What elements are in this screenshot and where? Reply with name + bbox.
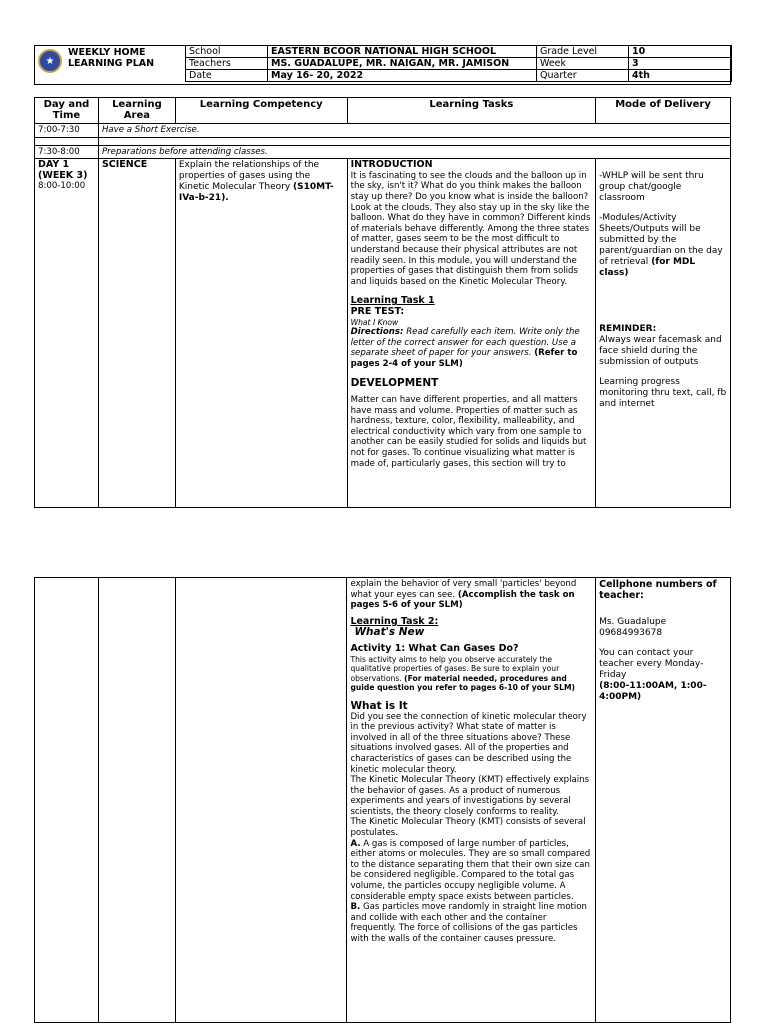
header-block [34,45,731,85]
seal-icon: ★ [38,49,62,73]
learning-area-cell: SCIENCE [98,159,175,508]
directions-label: Directions: [350,327,404,338]
week-value: 3 [629,58,732,70]
activity-text [350,655,592,693]
col-day-time: Day and Time [35,98,99,124]
teachers-label: Teachers [186,58,268,70]
tasks-cell-page2 [347,578,596,1023]
postulate-a [350,839,592,903]
competency-cell-cont [175,578,347,1023]
pretest-title: PRE TEST: [350,305,405,317]
competency-text: Explain the relationships of the properties of gases using the Kinetic Molecular Theory [178,160,320,193]
day-label: DAY 1 [38,159,70,171]
teachers-value: MS. GUADALUPE, MR. NAIGAN, MR. JAMISON [268,58,537,70]
activity-text-bold: (For material needed, procedures and guide question you refer to pages 6-10 of your SLM) [350,673,575,693]
postulate-b-text: Gas particles move randomly in straight line motion and collide with each other and the container frequently. The force of collisions of the gas particles with the walls of the container causes pressure. [350,902,587,944]
school-value: EASTERN BCOOR NATIONAL HIGH SCHOOL [268,46,537,58]
contact-text: You can contact your teacher every Monday-Friday [599,648,704,680]
plan-title-line1: WEEKLY HOME [68,47,146,58]
day-cell-cont [35,578,99,1023]
row1-activity: Have a Short Exercise. [98,124,730,138]
activity-text-plain: This activity aims to help you observe accurately the qualitative properties of gases. Be sure to explain your observations. [350,654,560,683]
delivery-item2 [599,213,727,279]
kmt-text: The Kinetic Molecular Theory (KMT) effectively explains the behavior of gases. As a product of numerous experiments and years of investigations by several scientists, the theory closely conforms to reality. [350,775,590,817]
teacher-name: Ms. Guadalupe [599,617,667,627]
whats-new-title: What's New [354,626,425,639]
plan-table-page1 [34,97,731,508]
learning-task-1-title: Learning Task 1 [350,295,435,307]
directions [351,327,593,369]
day-cell [35,159,99,508]
week-label-cell: (WEEK 3) [38,169,88,181]
cont-text-plain: explain the behavior of very small 'particles' beyond what your eyes can see. [350,579,577,600]
tasks-cell-page1 [347,159,596,508]
quarter-label: Quarter [537,70,629,82]
kmt-postulates-intro: The Kinetic Molecular Theory (KMT) consists of several postulates. [350,817,586,839]
delivery-item1: -WHLP will be sent thru group chat/google classroom [599,171,704,204]
area-cell-cont [98,578,175,1023]
plan-title [68,47,154,69]
time-label: 8:00-10:00 [38,181,86,192]
col-learning-tasks: Learning Tasks [347,98,596,124]
development-title: DEVELOPMENT [350,377,439,390]
what-i-know: What I Know [350,317,399,327]
col-learning-competency: Learning Competency [175,98,347,124]
row2-activity: Preparations before attending classes. [98,145,730,159]
grade-value: 10 [629,46,732,58]
learning-task-2-title: Learning Task 2: [350,615,439,627]
delivery-cell-page1 [596,159,731,508]
intro-text: It is fascinating to see the clouds and the balloon up in the sky, isn't it? What do you think makes the balloon stay up there? Do you know what is inside the balloon? Look at the clouds. They also stay up in the sky like the balloon. What do they have in common? Different kinds of materials behave differently. Among the three states of matter, gases seem to be the most difficult to understand because their physical attributes are not readily seen. In this module, you will understand the properties of gases that distinguish them from solids and liquids based on the Kinetic Molecular Theory. [350,170,591,287]
monitoring-text: Learning progress monitoring thru text, call, fb and internet [599,377,727,410]
teacher-phone: 09684993678 [599,628,663,638]
date-label: Date [186,70,268,82]
cont-text-bold: (Accomplish the task on pages 5-6 of your SLM) [350,589,575,611]
delivery-item2-bold: (for MDL class) [599,257,696,279]
cont-text [350,579,592,611]
competency-cell [175,159,347,508]
school-label: School [186,46,268,58]
reminder-title: REMINDER: [599,324,657,335]
cellphone-title: Cellphone numbers of teacher: [599,579,717,601]
row1-time: 7:00-7:30 [35,124,99,138]
plan-table-page2 [34,577,731,1023]
delivery-item2-text: -Modules/Activity Sheets/Outputs will be submitted by the parent/guardian on the day of retrieval [599,213,723,268]
date-value: May 16- 20, 2022 [268,70,537,82]
col-mode-of-delivery: Mode of Delivery [596,98,731,124]
delivery-cell-page2 [596,578,731,1023]
development-text: Matter can have different properties, and all matters have mass and volume. Properties of matter such as hardness, texture, color, flexibility, malleability, and electrical conductivity which vary from one sample to another can be easily studied for solids and liquids but not for gases. To continue visualizing what matter is made of, particularly gases, this section will try to [350,395,587,469]
intro-title: INTRODUCTION [350,159,433,171]
deped-logo [38,49,62,73]
what-is-it-text: Did you see the connection of kinetic molecular theory in the previous activity? What state of matter is involved in all of the three situations above? These situations involved gases. All of the properties and characteristics of gases can be described using the kinetic molecular theory. [350,711,587,775]
postulate-a-label: A. [350,838,361,849]
postulate-a-text: A gas is composed of large number of particles, either atoms or molecules. They are so small compared to the distance separating them that their own size can be considered negligible. Compared to the total gas volume, the particles occupy negligible volume. A considerable empty space exists between particles. [350,838,591,902]
activity-title: Activity 1: What Can Gases Do? [350,642,519,654]
competency-code: (S10MT-IVa-b-21). [178,182,334,204]
postulate-b-label: B. [350,902,361,913]
contact-hours: (8:00-11:00AM, 1:00-4:00PM) [599,681,707,702]
col-learning-area: Learning Area [98,98,175,124]
what-is-it-title: What is It [350,699,408,712]
reminder-text: Always wear facemask and face shield during the submission of outputs [599,335,722,368]
row2-time: 7:30-8:00 [35,145,99,159]
week-label: Week [537,58,629,70]
postulate-b [350,902,592,944]
header-info-table [185,45,732,82]
quarter-value: 4th [629,70,732,82]
directions-text: Read carefully each item. Write only the letter of the correct answer for each question. Use a separate sheet of paper for your answers. [350,327,580,359]
plan-title-line2: LEARNING PLAN [68,58,155,69]
directions-ref: (Refer to pages 2-4 of your SLM) [350,348,578,369]
grade-label: Grade Level [537,46,629,58]
